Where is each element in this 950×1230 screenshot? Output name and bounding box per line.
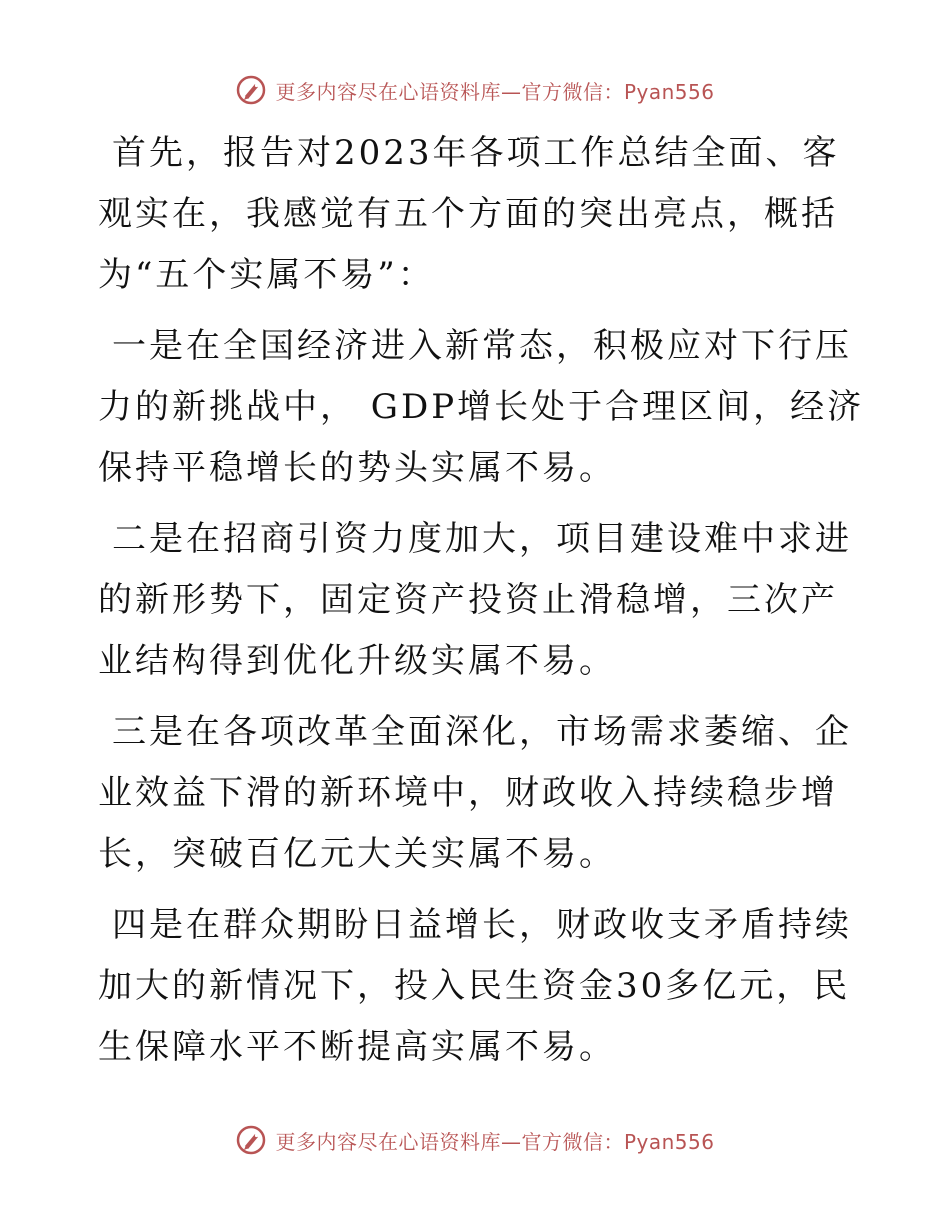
page-footer-watermark bbox=[0, 1120, 950, 1160]
pen-nib-circle-icon bbox=[235, 1124, 267, 1156]
paragraph-intro: 首先，报告对2023年各项工作总结全面、客观实在，我感觉有五个方面的突出亮点，概括为“五个实属不易”： bbox=[98, 133, 840, 295]
watermark-brand bbox=[235, 1124, 714, 1156]
pen-nib-circle-icon bbox=[235, 74, 267, 106]
watermark-text: 更多内容尽在心语资料库—官方微信：Pyan556 bbox=[275, 1129, 715, 1154]
paragraph-point-3: 三是在各项改革全面深化，市场需求萎缩、企业效益下滑的新环境中，财政收入持续稳步增长，突破百亿元大关实属不易。 bbox=[98, 712, 852, 874]
page-header-watermark bbox=[0, 70, 950, 110]
paragraph-point-2: 二是在招商引资力度加大，项目建设难中求进的新形势下，固定资产投资止滑稳增，三次产业结构得到优化升级实属不易。 bbox=[98, 519, 852, 681]
watermark-text: 更多内容尽在心语资料库—官方微信：Pyan556 bbox=[275, 79, 715, 104]
paragraph-point-1: 一是在全国经济进入新常态，积极应对下行压力的新挑战中， GDP增长处于合理区间，经济保持平稳增长的势头实属不易。 bbox=[98, 326, 865, 488]
paragraph-point-4: 四是在群众期盼日益增长，财政收支矛盾持续加大的新情况下，投入民生资金30多亿元，民生保障水平不断提高实属不易。 bbox=[98, 905, 852, 1067]
watermark-brand bbox=[235, 74, 714, 106]
document-body bbox=[98, 123, 868, 1078]
